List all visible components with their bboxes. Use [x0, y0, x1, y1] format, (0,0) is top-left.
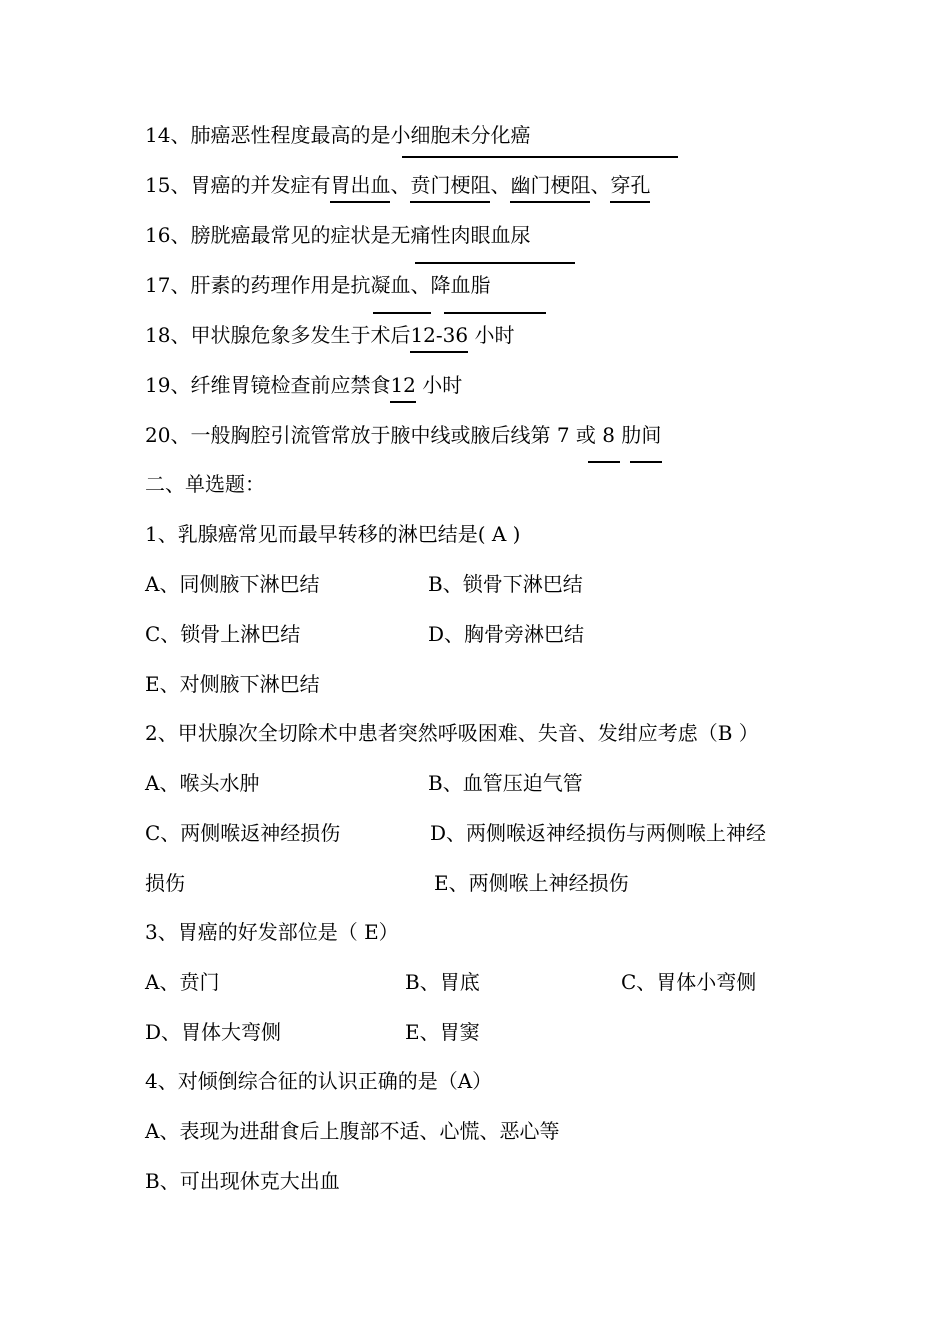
mcq-option: E、胃窦 [405, 1020, 480, 1044]
question-text: 19、纤维胃镜检查前应禁食 [145, 373, 391, 397]
mcq-option: A、喉头水肿 [145, 771, 260, 795]
section-title: 二、单选题： [145, 472, 265, 496]
answer-underline [415, 262, 575, 264]
answer-underline [588, 461, 620, 463]
mcq-option: E、两侧喉上神经损伤 [434, 871, 629, 895]
mcq-option: A、同侧腋下淋巴结 [145, 572, 320, 596]
question-text: 16、膀胱癌最常见的症状是 [145, 223, 391, 247]
fill-question-14 [145, 123, 530, 147]
fill-question-17 [145, 273, 490, 297]
mcq-option: B、可出现休克大出血 [145, 1169, 340, 1193]
question-text: 17、肝素的药理作用是 [145, 273, 351, 297]
mcq-option: D、胃体大弯侧 [145, 1020, 282, 1044]
unit-text: 肋间 [621, 423, 662, 447]
answer-text: 小细胞未分化癌 [390, 123, 531, 147]
answer-text: 12-36 [410, 323, 469, 347]
question-text: 14、肺癌恶性程度最高的是 [145, 123, 391, 147]
answer-text: 幽门梗阻 [510, 173, 591, 197]
mcq-stem-2: 2、甲状腺次全切除术中患者突然呼吸困难、失音、发绀应考虑（B ） [145, 721, 759, 745]
mcq-option: D、两侧喉返神经损伤与两侧喉上神经 [430, 821, 767, 845]
fill-question-19 [145, 373, 462, 397]
answer-text: 贲门梗阻 [410, 173, 491, 197]
mcq-option: E、对侧腋下淋巴结 [145, 672, 320, 696]
unit-text: 小时 [422, 373, 463, 397]
separator: 、 [390, 173, 411, 197]
answer-text: 穿孔 [610, 173, 651, 197]
unit-text: 小时 [474, 323, 515, 347]
answer-text: 7 [556, 423, 570, 447]
separator: 、 [410, 273, 431, 297]
mcq-stem-4: 4、对倾倒综合征的认识正确的是（A） [145, 1069, 493, 1093]
question-text: 15、胃癌的并发症有 [145, 173, 331, 197]
answer-text: 抗凝血 [350, 273, 411, 297]
mcq-stem-3: 3、胃癌的好发部位是（ E） [145, 920, 399, 944]
answer-text: 12 [390, 373, 416, 397]
answer-text: 降血脂 [430, 273, 491, 297]
answer-underline [402, 156, 678, 158]
fill-question-18 [145, 323, 514, 347]
mcq-stem-1: 1、乳腺癌常见而最早转移的淋巴结是( A ) [145, 522, 521, 546]
fill-question-16 [145, 223, 530, 247]
answer-text: 8 [602, 423, 615, 447]
question-text: 18、甲状腺危象多发生于术后 [145, 323, 411, 347]
mcq-option: B、血管压迫气管 [428, 771, 583, 795]
answer-underline [373, 312, 431, 314]
separator: 、 [590, 173, 611, 197]
mcq-option: A、表现为进甜食后上腹部不适、心慌、恶心等 [145, 1119, 560, 1143]
question-text: 或 [575, 423, 596, 447]
separator: 、 [490, 173, 511, 197]
mcq-option-continuation: 损伤 [145, 871, 185, 895]
fill-question-15 [145, 173, 650, 197]
mcq-option: B、锁骨下淋巴结 [428, 572, 583, 596]
mcq-option: C、胃体小弯侧 [621, 970, 757, 994]
answer-underline [630, 461, 662, 463]
answer-text: 无痛性肉眼血尿 [390, 223, 531, 247]
answer-text: 胃出血 [330, 173, 391, 197]
mcq-option: C、两侧喉返神经损伤 [145, 821, 341, 845]
fill-question-20 [145, 423, 661, 447]
answer-underline [444, 312, 546, 314]
mcq-option: B、胃底 [405, 970, 480, 994]
mcq-option: D、胸骨旁淋巴结 [428, 622, 585, 646]
mcq-option: C、锁骨上淋巴结 [145, 622, 301, 646]
mcq-option: A、贲门 [145, 970, 220, 994]
question-text: 20、一般胸腔引流管常放于腋中线或腋后线第 [145, 423, 551, 447]
